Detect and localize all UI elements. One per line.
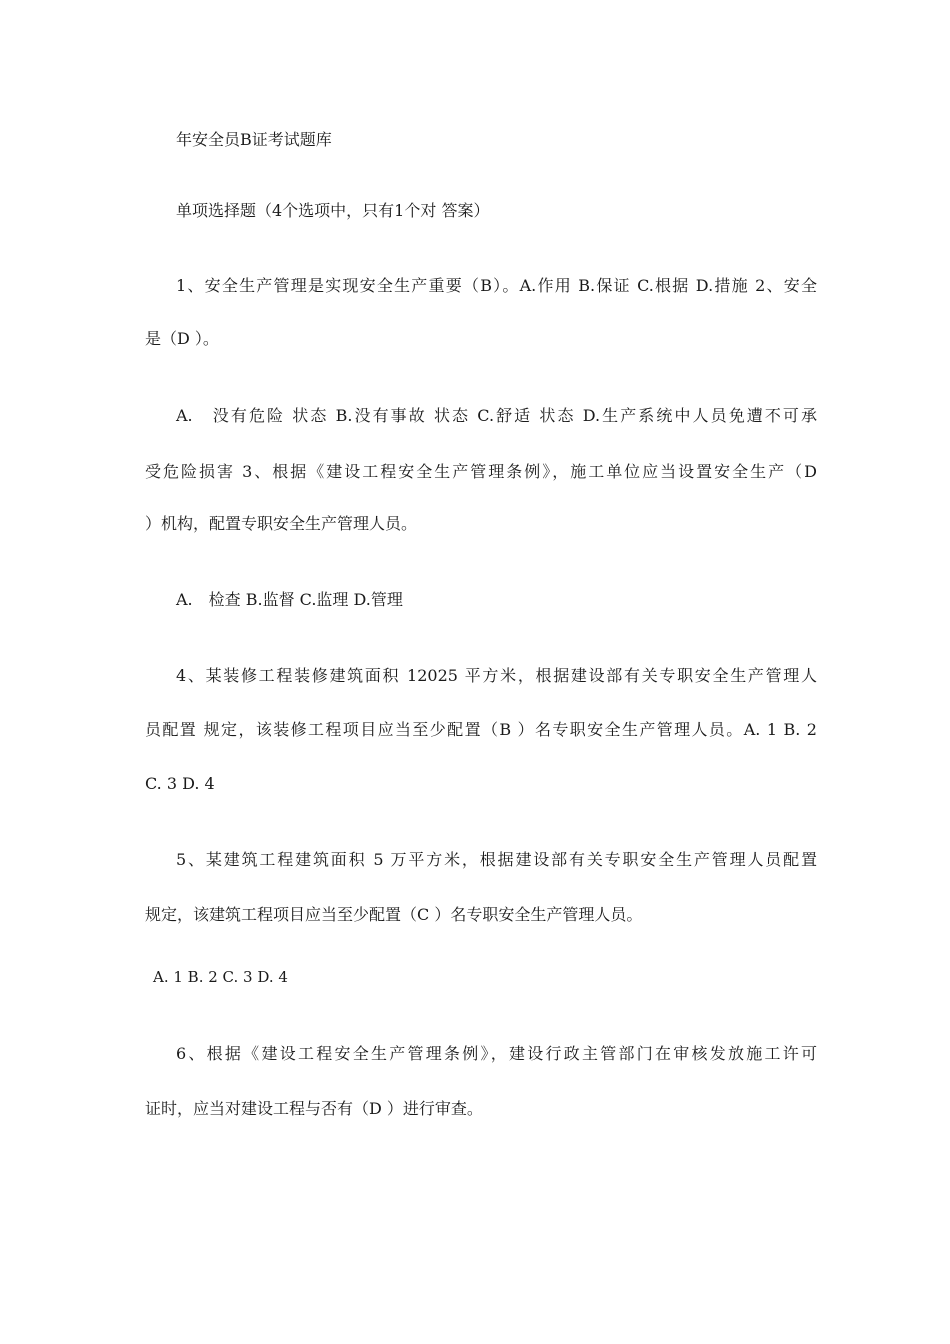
question-5-line-1: 5、某建筑工程建筑面积 5 万平方米，根据建设部有关专职安全生产管理人员配置 [176,850,817,869]
question-6-line-1: 6、根据《建设工程安全生产管理条例》，建设行政主管部门在审核发放施工许可 [176,1044,817,1063]
question-6-line-2: 证时，应当对建设工程与否有（D ）进行审查。 [145,1099,483,1118]
document-title: 年安全员B证考试题库 [176,130,332,149]
question-4-line-1: 4、某装修工程装修建筑面积 12025 平方米，根据建设部有关专职安全生产管理人 [176,666,817,685]
question-1-line-1: 1、安全生产管理是实现安全生产重要（B）。A.作用 B.保证 C.根据 D.措施 2、安全 [176,276,817,295]
question-4-line-2: 员配置 规定，该装修工程项目应当至少配置（B ）名专职安全生产管理人员。A. 1 B. 2 [145,720,817,739]
question-3-options: A. 检查 B.监督 C.监理 D.管理 [176,590,403,609]
question-2-line-3: ）机构，配置专职安全生产管理人员。 [145,514,418,533]
question-2-line-2: 受危险损害 3、根据《建设工程安全生产管理条例》，施工单位应当设置安全生产（D [145,462,817,481]
section-heading: 单项选择题（4个选项中，只有1个对 答案） [176,201,490,220]
question-4-line-3: C. 3 D. 4 [145,774,215,793]
question-2-line-1: A. 没有危险 状态 B.没有事故 状态 C.舒适 状态 D.生产系统中人员免遭不可承 [176,406,817,425]
question-1-line-2: 是（D ）。 [145,329,219,348]
question-5-options: A. 1 B. 2 C. 3 D. 4 [153,968,288,986]
question-5-line-2: 规定，该建筑工程项目应当至少配置（C ）名专职安全生产管理人员。 [145,905,643,924]
